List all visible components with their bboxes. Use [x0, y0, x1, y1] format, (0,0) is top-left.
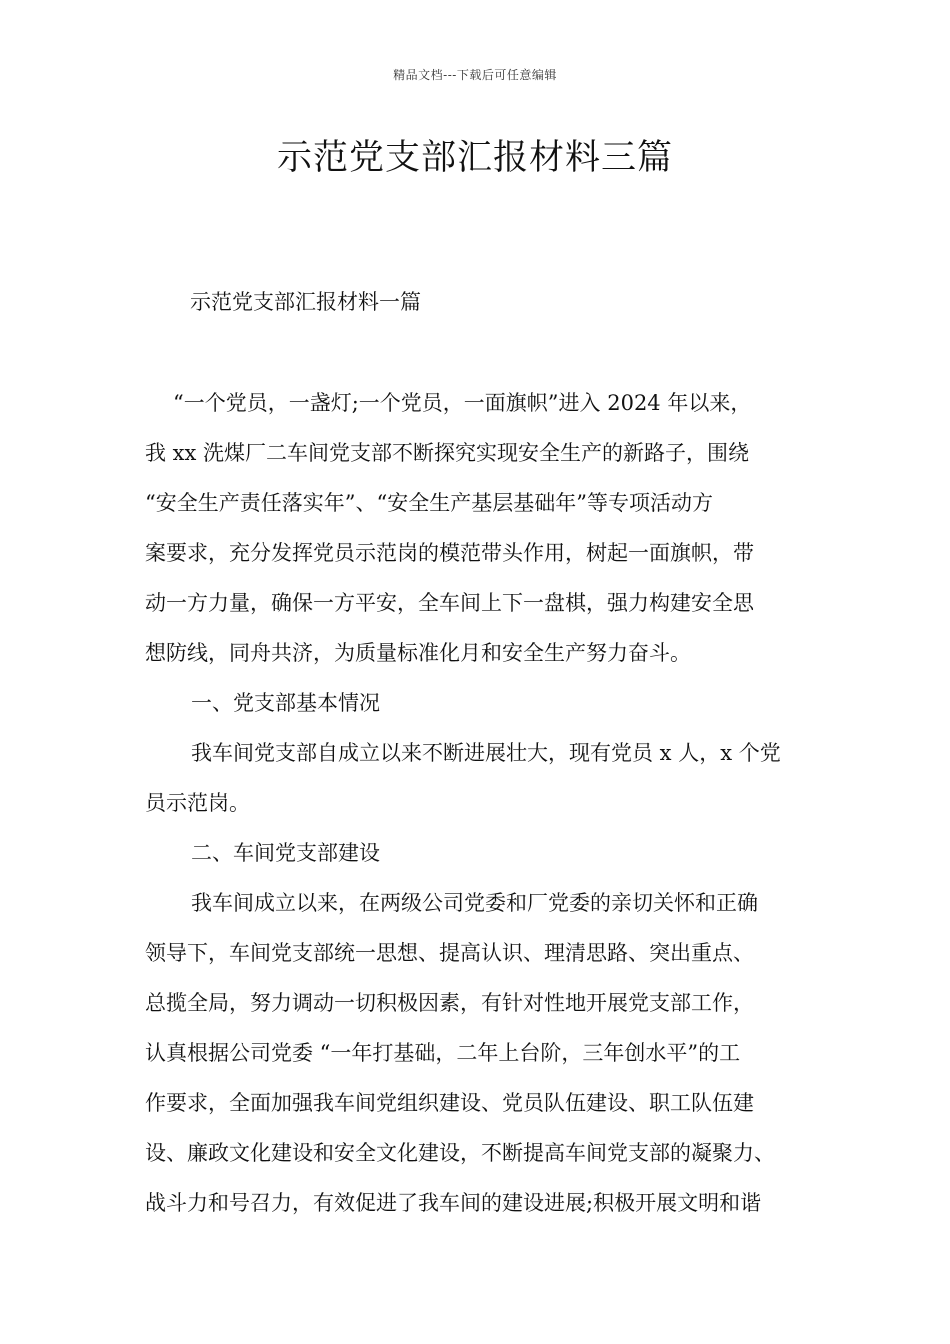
- body-line: 我 xx 洗煤厂二车间党支部不断探究实现安全生产的新路子，围绕: [145, 441, 750, 465]
- body-line: 认真根据公司党委 “一年打基础，二年上台阶，三年创水平”的工: [145, 1041, 741, 1065]
- body-line: 总揽全局，努力调动一切积极因素，有针对性地开展党支部工作，: [145, 991, 754, 1015]
- body-line: 我车间成立以来，在两级公司党委和厂党委的亲切关怀和正确: [191, 891, 758, 915]
- body-line: 案要求，充分发挥党员示范岗的模范带头作用，树起一面旗帜，带: [145, 541, 754, 565]
- document-body: [145, 378, 820, 1228]
- body-line: 动一方力量，确保一方平安，全车间上下一盘棋，强力构建安全思: [145, 591, 754, 615]
- section-subtitle: 示范党支部汇报材料一篇: [190, 290, 421, 314]
- body-line: 员示范岗。: [145, 791, 250, 815]
- body-line: 领导下，车间党支部统一思想、提高认识、理清思路、突出重点、: [145, 941, 754, 965]
- section-heading: 一、党支部基本情况: [191, 691, 380, 715]
- body-line: 战斗力和号召力，有效促进了我车间的建设进展;积极开展文明和谐: [145, 1191, 762, 1215]
- body-line: 想防线，同舟共济，为质量标准化月和安全生产努力奋斗。: [145, 641, 691, 665]
- page-header: 精品文档---下载后可任意编辑: [393, 68, 557, 82]
- body-line: 作要求，全面加强我车间党组织建设、党员队伍建设、职工队伍建: [145, 1091, 754, 1115]
- body-line: 我车间党支部自成立以来不断进展壮大，现有党员 x 人，x 个党: [191, 741, 781, 765]
- section-heading: 二、车间党支部建设: [191, 841, 380, 865]
- document-title: 示范党支部汇报材料三篇: [276, 138, 673, 178]
- body-line: “一个党员，一盏灯;一个党员，一面旗帜”进入 2024 年以来，: [173, 391, 752, 415]
- body-line: 设、廉政文化建设和安全文化建设，不断提高车间党支部的凝聚力、: [145, 1141, 775, 1165]
- body-line: “安全生产责任落实年”、“安全生产基层基础年”等专项活动方: [145, 491, 713, 515]
